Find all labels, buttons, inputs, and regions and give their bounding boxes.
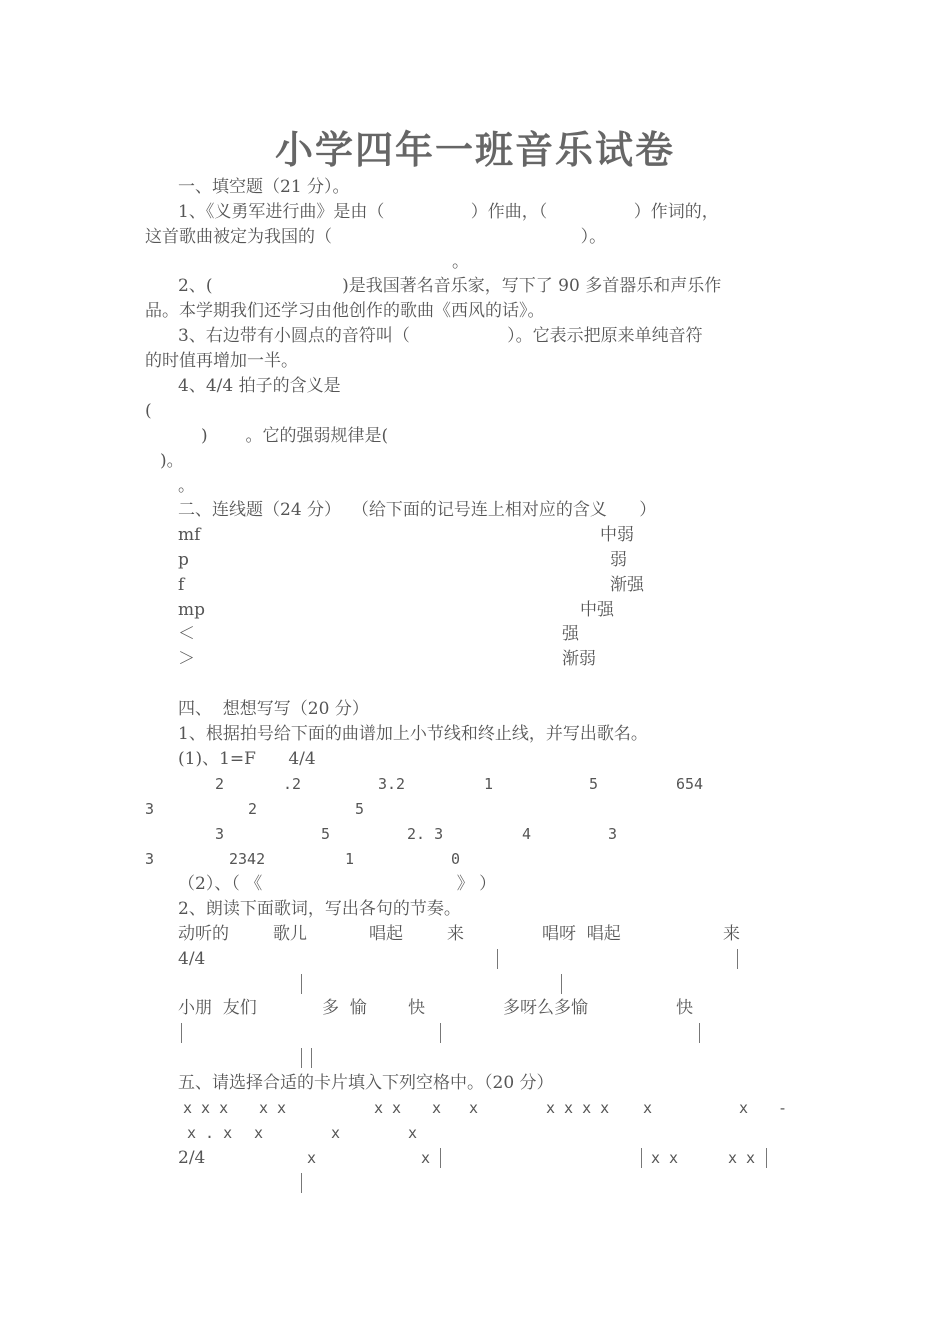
meaning-mezzo-forte: 中强 — [580, 600, 614, 620]
barline — [737, 949, 738, 969]
score-note: 2 — [215, 775, 225, 793]
meaning-crescendo: 渐强 — [610, 575, 644, 595]
score-note: 5 — [355, 800, 365, 818]
q4-paren-open: ( — [145, 401, 152, 421]
section4-sub2: （2）、（ 《 》 ） — [178, 874, 497, 894]
section4-heading: 四、 想想写写（20 分） — [178, 699, 369, 719]
q1-line2: 这首歌曲被定为我国的（ ）。 — [145, 227, 607, 247]
rhythm-card: x x — [374, 1099, 402, 1117]
rhythm-slot-note: x x — [728, 1149, 756, 1167]
barline — [699, 1023, 700, 1043]
rhythm-card: x — [739, 1099, 749, 1117]
score-note: 1 — [345, 850, 355, 868]
lyric-word: 小朋 友们 — [178, 998, 257, 1018]
meaning-decrescendo: 渐弱 — [562, 649, 596, 669]
symbol-p: p — [178, 550, 189, 570]
section4-q2: 2、朗读下面歌词，写出各句的节奏。 — [178, 899, 461, 919]
score-note: 3 — [608, 825, 618, 843]
barline — [440, 1148, 441, 1168]
score-note: 2342 — [229, 850, 266, 868]
barline — [766, 1148, 767, 1168]
lyric-word: 来 — [723, 924, 740, 944]
q4-dot: 。 — [178, 476, 195, 496]
score-note: 3 — [215, 825, 225, 843]
symbol-decrescendo: ＞ — [178, 649, 195, 669]
score-note: 5 — [589, 775, 599, 793]
rhythm-card: x . x — [187, 1124, 233, 1142]
rhythm-card: x — [469, 1099, 479, 1117]
barline — [440, 1023, 441, 1043]
meaning-forte: 强 — [562, 624, 579, 644]
rhythm-card: x x x x — [546, 1099, 610, 1117]
barline — [181, 1023, 182, 1043]
rhythm-time-signature: 2/4 — [178, 1148, 206, 1168]
q3-line1: 3、右边带有小圆点的音符叫（ ）。它表示把原来单纯音符 — [178, 326, 703, 346]
symbol-mp: mp — [178, 600, 206, 620]
rhythm-card: x — [643, 1099, 653, 1117]
score-note: 2. 3 — [407, 825, 444, 843]
symbol-crescendo: ＜ — [178, 624, 195, 644]
q4-line3: ) 。它的强弱规律是( — [201, 426, 389, 446]
score-note: 5 — [321, 825, 331, 843]
meaning-mezzo-piano: 中弱 — [600, 525, 634, 545]
final-barline — [311, 1048, 312, 1068]
rhythm-card: x x x — [183, 1099, 229, 1117]
q1-dot: 。 — [452, 252, 469, 272]
rhythm-slot-note: x x — [651, 1149, 679, 1167]
q3-line2: 的时值再增加一半。 — [145, 351, 298, 371]
lyric-word: 来 — [447, 924, 464, 944]
rhythm-slot-note: x — [307, 1149, 317, 1167]
score-note: 3 — [145, 850, 155, 868]
lyric-word: 歌儿 — [273, 924, 307, 944]
lyric-word: 多呀么多愉 — [503, 998, 588, 1018]
section1-heading: 一、填空题（21 分）。 — [178, 177, 350, 197]
rhythm-card: x — [432, 1099, 442, 1117]
q4-line4: )。 — [160, 451, 184, 471]
score-note: 2 — [248, 800, 258, 818]
meaning-piano: 弱 — [610, 550, 627, 570]
score-note: 3 — [145, 800, 155, 818]
barline — [641, 1148, 642, 1168]
page-title: 小学四年一班音乐试卷 — [274, 127, 675, 172]
q2-line2: 品。本学期我们还学习由他创作的歌曲《西风的话》。 — [145, 301, 545, 321]
barline — [497, 949, 498, 969]
lyrics-time-signature: 4/4 — [178, 949, 206, 969]
lyric-word: 多 愉 — [322, 998, 367, 1018]
lyric-word: 快 — [676, 998, 693, 1018]
section4-q1: 1、根据拍号给下面的曲谱加上小节线和终止线，并写出歌名。 — [178, 724, 648, 744]
lyric-word: 快 — [408, 998, 425, 1018]
q1-line1: 1、《义勇军进行曲》是由（ ）作曲，（ ）作词的， — [178, 202, 719, 222]
barline — [301, 974, 302, 994]
rhythm-card: x — [254, 1124, 264, 1142]
symbol-f: f — [178, 575, 185, 595]
score-note: .2 — [283, 775, 302, 793]
section5-heading: 五、请选择合适的卡片填入下列空格中。（20 分） — [178, 1073, 554, 1093]
lyric-word: 动听的 — [178, 924, 229, 944]
final-barline — [301, 1048, 302, 1068]
section2-heading: 二、连线题（24 分） （给下面的记号连上相对应的含义 ） — [178, 500, 657, 520]
rhythm-card: - — [778, 1099, 788, 1117]
score-note: 0 — [451, 850, 461, 868]
section4-sub1: (1)、1=F 4/4 — [178, 749, 316, 769]
symbol-mf: mf — [178, 525, 201, 545]
barline — [301, 1173, 302, 1193]
score-note: 3.2 — [378, 775, 406, 793]
rhythm-card: x — [331, 1124, 341, 1142]
score-note: 4 — [522, 825, 532, 843]
q4-line1: 4、4/4 拍子的含义是 — [178, 376, 341, 396]
score-note: 654 — [676, 775, 704, 793]
score-note: 1 — [484, 775, 494, 793]
rhythm-card: x — [408, 1124, 418, 1142]
q2-line1: 2、( )是我国著名音乐家，写下了 90 多首器乐和声乐作 — [178, 276, 722, 296]
lyric-word: 唱呀 唱起 — [542, 924, 621, 944]
rhythm-slot-note: x — [421, 1149, 431, 1167]
rhythm-card: x x — [259, 1099, 287, 1117]
lyric-word: 唱起 — [369, 924, 403, 944]
barline — [561, 974, 562, 994]
